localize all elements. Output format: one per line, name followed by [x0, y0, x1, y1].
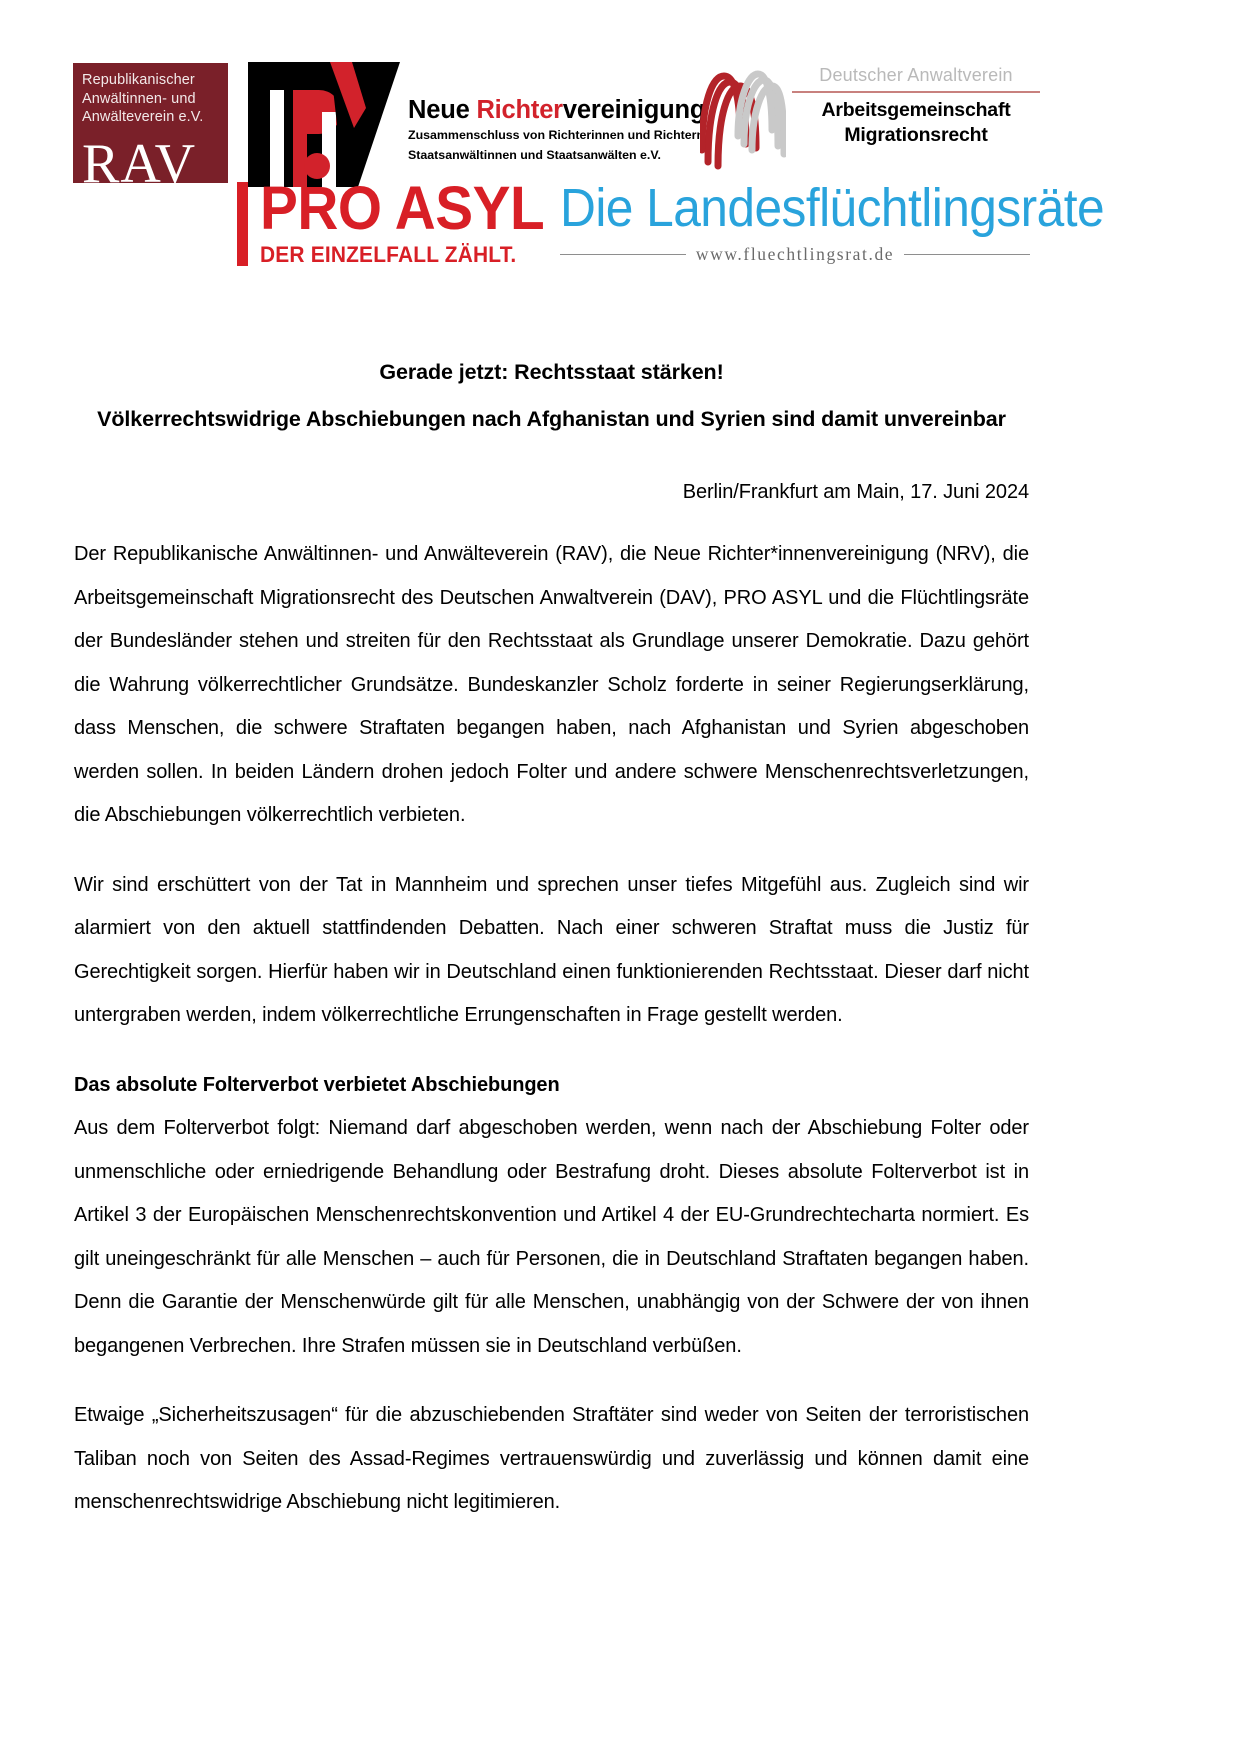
nrv-title: [408, 96, 708, 124]
nrv-title-part2: vereinigung: [562, 96, 706, 124]
url-rule-right: [904, 254, 1030, 255]
paragraph: Der Republikanische Anwältinnen- und Anwälteverein (RAV), die Neue Richter*innenvereinigung (NRV), die Arbeitsgemeinschaft Migrationsrecht des Deutschen Anwaltverein (DAV), PRO ASYL und die Flüchtlingsräte der Bundesländer stehen und streiten für den Rechtsstaat als Grundlage unserer Demokratie. Dazu gehört die Wahrung völkerrechtlicher Grundsätze. Bundeskanzler Scholz forderte in seiner Regierungserklärung, dass Menschen, die schwere Straftaten begangen haben, nach Afghanistan und Syrien abgeschoben werden sollen. In beiden Ländern drohen jedoch Folter und andere schwere Menschenrechtsverletzungen, die Abschiebungen völkerrechtlich verbieten.: [74, 543, 1029, 826]
rav-line-3: Anwälteverein e.V.: [82, 109, 204, 125]
nrv-emblem-icon: [248, 62, 400, 187]
nrv-wordmark: [408, 96, 708, 164]
paragraph: Aus dem Folterverbot folgt: Niemand darf abgeschoben werden, wenn nach der Abschiebung Folter oder unmenschliche oder erniedrigende Behandlung oder Bestrafung droht. Dieses absolute Folterverbot ist in Artikel 3 der Europäischen Menschenrechtskonvention und Artikel 4 der EU-Grundrechtecharta normiert. Es gilt uneingeschränkt für alle Menschen – auch für Personen, die in Deutschland Straftaten begangen haben. Denn die Garantie der Menschenwürde gilt für alle Menschen, unabhängig von der Schwere der von ihnen begangenen Verbrechen. Ihre Strafen müssen sie in Deutschland verbüßen.: [74, 1117, 1029, 1357]
document-body: [74, 355, 1029, 1525]
dav-divider: [792, 91, 1040, 93]
document-title-block: [74, 355, 1029, 436]
dav-association-name: Deutscher Anwaltverein: [819, 65, 1013, 85]
url-rule-left: [560, 254, 686, 255]
landesfluechtlingsraete-url-row: [560, 244, 1030, 265]
nrv-subtitle-line-2: Staatsanwältinnen und Staatsanwälten e.V.: [408, 148, 661, 162]
pro-asyl-tagline: DER EINZELFALL ZÄHLT.: [260, 242, 517, 267]
neue-richtervereinigung-logo: [248, 62, 708, 187]
pro-asyl-logo: [237, 174, 567, 272]
nrv-title-part1: Neue: [408, 96, 477, 124]
landesfluechtlingsraete-url: www.fluechtlingsrat.de: [695, 244, 895, 264]
pro-asyl-wordmark: PRO ASYL: [260, 174, 545, 242]
rav-line-1: Republikanischer: [82, 72, 195, 88]
paragraph: Etwaige „Sicherheitszusagen“ für die abzuschiebenden Straftäter sind weder von Seiten der terroristischen Taliban noch von Seiten des Assad-Regimes vertrauenswürdig und zuverlässig und können damit eine menschenrechtswidrige Abschiebung nicht legitimieren.: [74, 1404, 1029, 1513]
nrv-subtitle-line-1: Zusammenschluss von Richterinnen und Richtern,: [408, 128, 708, 142]
rav-line-2: Anwältinnen- und: [82, 90, 196, 107]
dav-working-group-line-2: Migrationsrecht: [844, 124, 988, 146]
landesfluechtlingsraete-wordmark: Die Landesflüchtlingsräte: [560, 178, 1105, 238]
rav-acronym: RAV: [82, 132, 197, 183]
deutscher-anwaltverein-logo: [700, 62, 1040, 177]
nrv-title-highlight: Richter: [476, 96, 563, 124]
landesfluechtlingsraete-logo: [560, 178, 1105, 272]
dav-working-group-line-1: Arbeitsgemeinschaft: [821, 99, 1011, 121]
dav-wordmark: [792, 62, 1040, 148]
logo-header-band: [0, 0, 1240, 300]
dav-wave-icon: [700, 70, 786, 170]
section-heading: Das absolute Folterverbot verbietet Abschiebungen: [74, 1073, 560, 1096]
page-title: Gerade jetzt: Rechtsstaat stärken!: [379, 360, 724, 384]
pro-asyl-bar-icon: [237, 182, 248, 266]
page-subtitle: Völkerrechtswidrige Abschiebungen nach Afghanistan und Syrien sind damit unvereinbar: [97, 407, 1006, 431]
rav-logo: [73, 63, 228, 183]
dateline: Berlin/Frankfurt am Main, 17. Juni 2024: [682, 481, 1029, 503]
paragraph: Wir sind erschüttert von der Tat in Mannheim und sprechen unser tiefes Mitgefühl aus. Zugleich sind wir alarmiert von den aktuell stattfindenden Debatten. Nach einer schweren Straftat muss die Justiz für Gerechtigkeit sorgen. Hierfür haben wir in Deutschland einen funktionierenden Rechtsstaat. Dieser darf nicht untergraben werden, indem völkerrechtliche Errungenschaften in Frage gestellt werden.: [74, 873, 1029, 1026]
